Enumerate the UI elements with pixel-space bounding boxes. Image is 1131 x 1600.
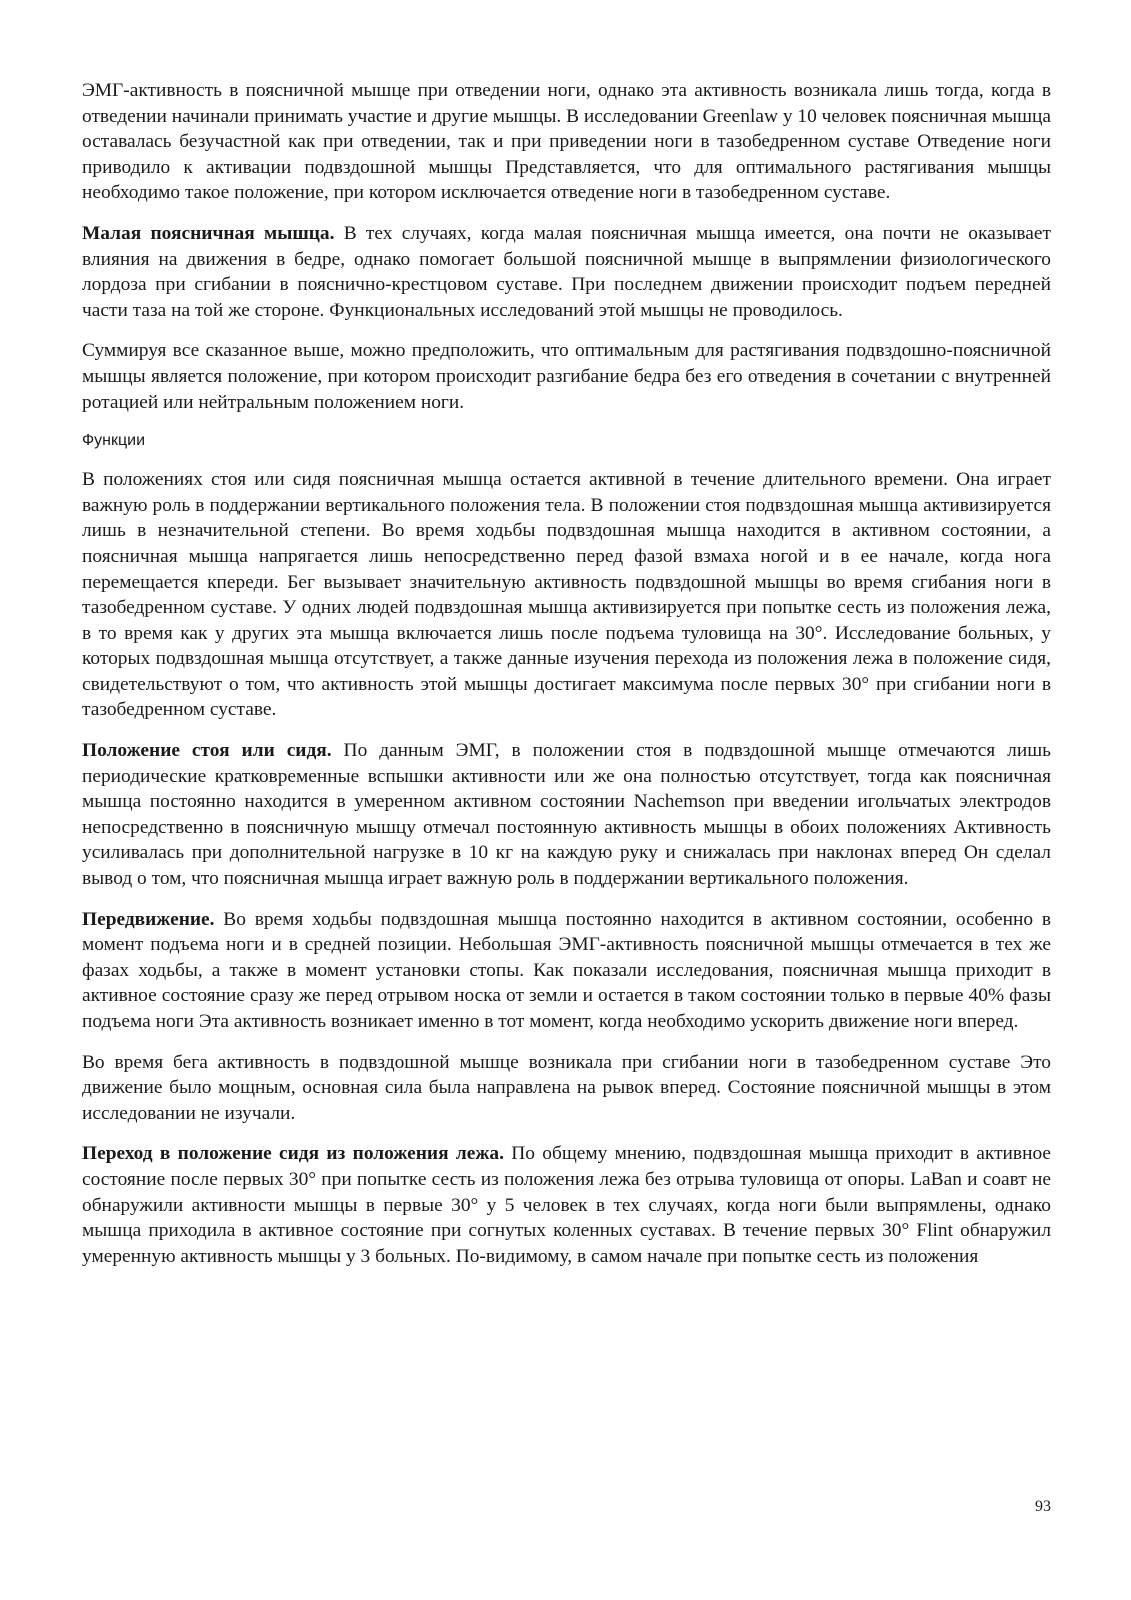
paragraph-psoas-minor xyxy=(82,221,1051,323)
paragraph-text: В положениях стоя или сидя поясничная мышца остается активной в течение длительного времени. Она играет важную роль в поддержании вертикального положения тела. В положении стоя подвздошная мышца активизируется лишь в незначительной степени. Во время ходьбы подвздошная мышца находится в активном состоянии, а поясничная мышца напрягается лишь непосредственно перед фазой взмаха ногой и в ее начале, когда нога перемещается кпереди. Бег вызывает значительную активность подвздошной мышцы во время сгибания ноги в тазобедренном суставе. У одних людей подвздошная мышца активизируется при попытке сесть из положения лежа, в то время как у других эта мышца включается лишь после подъема туловища на 30°. Исследование больных, у которых подвздошная мышца отсутствует, а также данные изучения перехода из положения лежа в положение сидя, свидетельствуют о том, что активность этой мышцы достигает максимума после первых 30° при сгибании ноги в тазобедренном суставе. xyxy=(82,469,1051,721)
paragraph-text: В тех случаях, когда малая поясничная мышца имеется, она почти не оказывает влияния на движения в бедре, однако помогает большой поясничной мышце в выпрямлении физиологического лордоза при сгибании в пояснично-крестцовом суставе. При последнем движении происходит подъем передней части таза на той же стороне. Функциональных исследований этой мышцы не проводилось. xyxy=(82,222,1051,321)
paragraph-lead: Переход в положение сидя из положения лежа. xyxy=(82,1143,504,1165)
document-page xyxy=(82,78,1051,1284)
paragraph-text: ЭМГ-активность в поясничной мышце при отведении ноги, однако эта активность возникала лишь тогда, когда в отведении начинали принимать участие и другие мышцы. В исследовании Greenlaw у 10 человек поясничная мышца оставалась безучастной как при отведении, так и при приведении ноги в тазобедренном суставе Отведение ноги приводило к активации подвздошной мышцы Представляется, что для оптимального растягивания мышцы необходимо такое положение, при котором исключается отведение ноги в тазобедренном суставе. xyxy=(82,80,1051,204)
paragraph-lead: Малая поясничная мышца. xyxy=(82,222,335,244)
paragraph-text: Во время бега активность в подвздошной мышце возникала при сгибании ноги в тазобедренном суставе Это движение было мощным, основная сила была направлена на рывок вперед. Состояние поясничной мышцы в этом исследовании не изучали. xyxy=(82,1051,1051,1124)
paragraph-emg-abduction xyxy=(82,78,1051,206)
page-number: 93 xyxy=(1035,1498,1051,1515)
paragraph-text: По общему мнению, подвздошная мышца приходит в активное состояние после первых 30° при попытке сесть из положения лежа без отрыва туловища от опоры. LaBan и соавт не обнаружили активности мышцы в первые 30° у 5 человек в тех случаях, когда ноги были выпрямлены, однако мышца приходила в активное состояние при согнутых коленных суставах. В течение первых 30° Flint обнаружил умеренную активность мышцы у 3 больных. По-видимому, в самом начале при попытке сесть из положения xyxy=(82,1143,1052,1267)
paragraph-running xyxy=(82,1050,1051,1127)
section-heading-functions: Функции xyxy=(82,432,146,450)
paragraph-text: Во время ходьбы подвздошная мышца постоянно находится в активном состоянии, особенно в момент подъема ноги и в средней позиции. Небольшая ЭМГ-активность поясничной мышцы отмечается в тех же фазах ходьбы, а также в момент установки стопы. Как показали исследования, поясничная мышца приходит в активное состояние сразу же перед отрывом носка от земли и остается в таком состоянии только в первые 40% фазы подъема ноги Эта активность возникает именно в тот момент, когда необходимо ускорить движение ноги вперед. xyxy=(82,908,1051,1032)
paragraph-text: По данным ЭМГ, в положении стоя в подвздошной мышце отмечаются лишь периодические кратковременные вспышки активности или же она полностью отсутствует, тогда как поясничная мышца постоянно находится в умеренном активном состоянии Nachemson при введении игольчатых электродов непосредственно в поясничную мышцу отмечал постоянную активность мышцы в обоих положениях Активность усиливалась при дополнительной нагрузке в 10 кг на каждую руку и снижалась при наклонах вперед Он сделал вывод о том, что поясничная мышца играет важную роль в поддержании вертикального положения. xyxy=(82,740,1051,890)
paragraph-summary xyxy=(82,338,1051,415)
paragraph-lead: Передвижение. xyxy=(82,908,215,930)
paragraph-text: Суммируя все сказанное выше, можно предположить, что оптимальным для растягивания подвздошно-поясничной мышцы является положение, при котором происходит разгибание бедра без его отведения в сочетании с внутренней ротацией или нейтральным положением ноги. xyxy=(82,340,1051,413)
paragraph-standing-sitting-general xyxy=(82,467,1051,723)
paragraph-locomotion xyxy=(82,907,1051,1035)
paragraph-lead: Положение стоя или сидя. xyxy=(82,740,332,762)
paragraph-standing-or-sitting xyxy=(82,738,1051,892)
paragraph-lying-to-sitting xyxy=(82,1141,1051,1269)
